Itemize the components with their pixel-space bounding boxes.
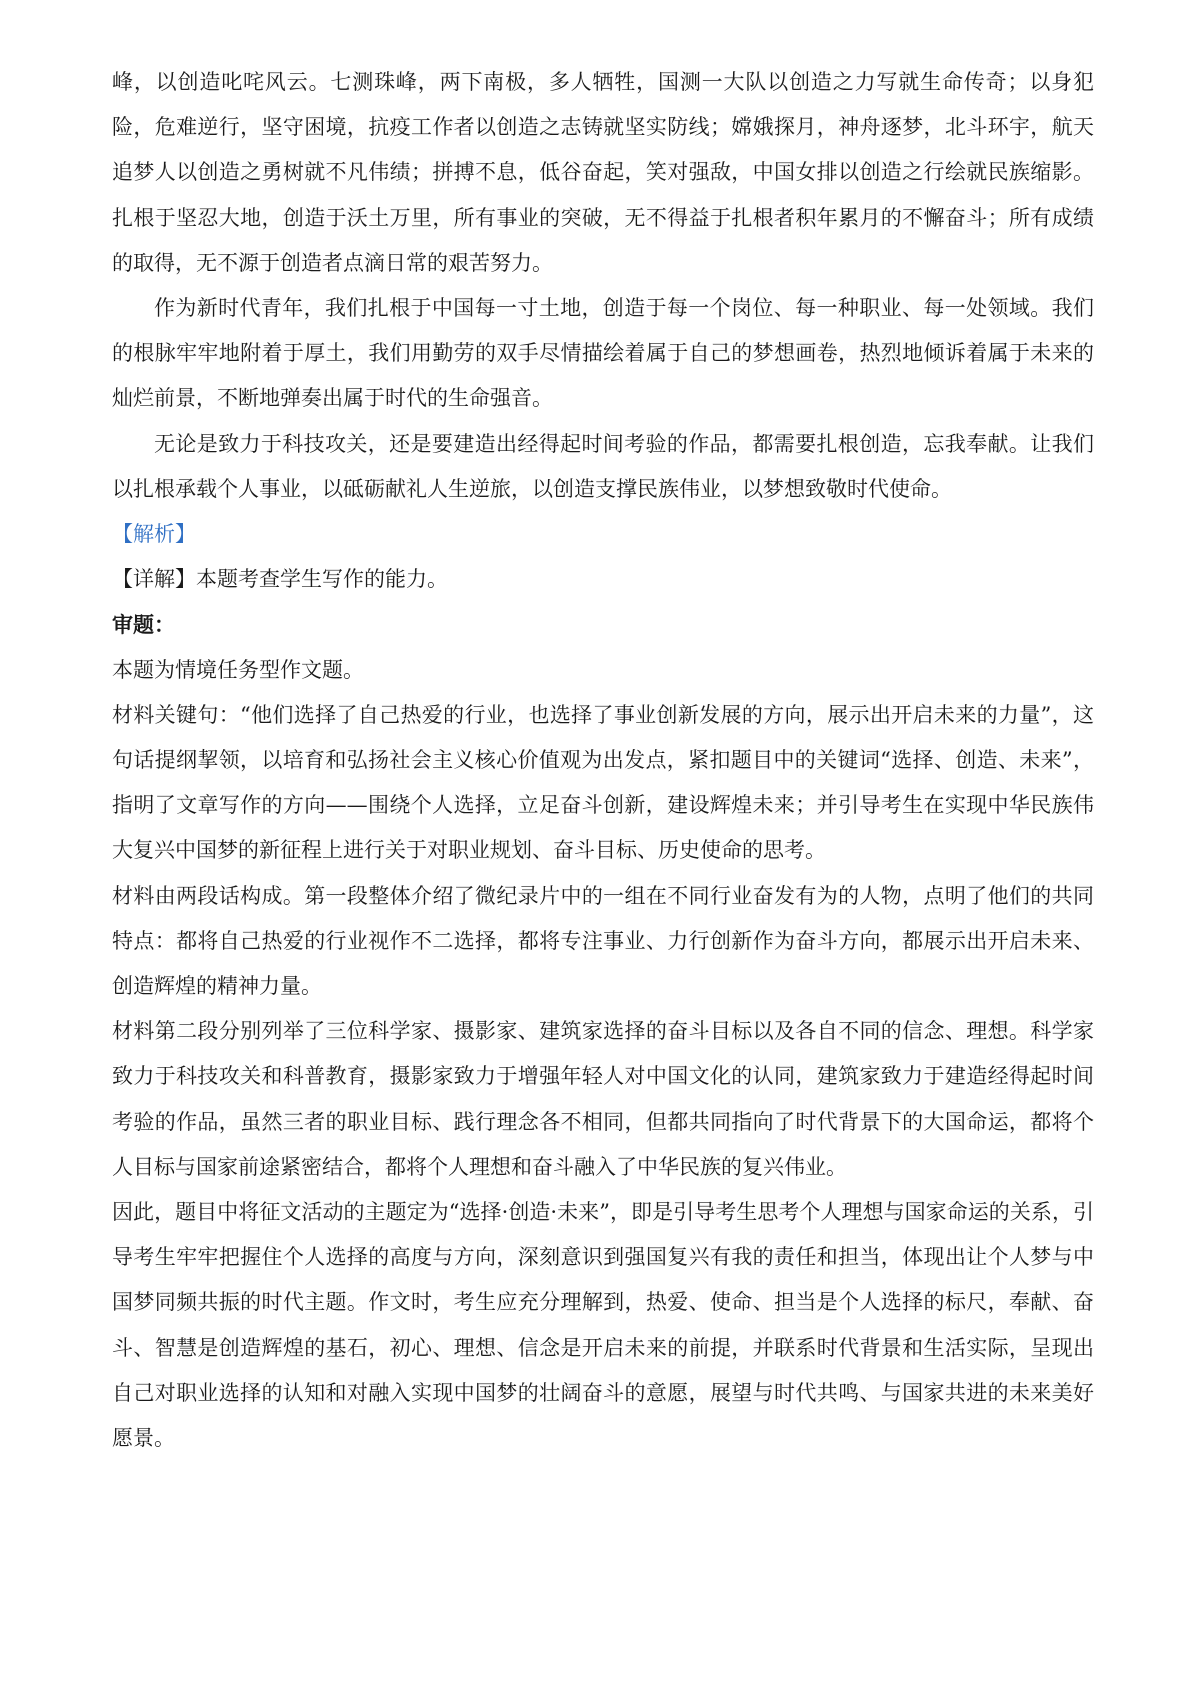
document-page — [112, 60, 1094, 1461]
analysis-line-3: 材料由两段话构成。第一段整体介绍了微纪录片中的一组在不同行业奋发有为的人物，点明了他们的共同特点：都将自己热爱的行业视作不二选择，都将专注事业、力行创新作为奋斗方向，都展示出开启未来、创造辉煌的精神力量。 — [112, 883, 1094, 999]
analysis-line-2: 材料关键句：“他们选择了自己热爱的行业，也选择了事业创新发展的方向，展示出开启未来的力量”，这句话提纲挈领，以培育和弘扬社会主义核心价值观为出发点，紧扣题目中的关键词“选择、创造、未来”，指明了文章写作的方向——围绕个人选择，立足奋斗创新，建设辉煌未来；并引导考生在实现中华民族伟大复兴中国梦的新征程上进行关于对职业规划、奋斗目标、历史使命的思考。 — [112, 702, 1094, 863]
analysis-heading: 【解析】 — [112, 522, 196, 547]
detail-line: 【详解】本题考查学生写作的能力。 — [112, 567, 448, 592]
analysis-line-4: 材料第二段分别列举了三位科学家、摄影家、建筑家选择的奋斗目标以及各自不同的信念、理想。科学家致力于科技攻关和科普教育，摄影家致力于增强年轻人对中国文化的认同，建筑家致力于建造经得起时间考验的作品，虽然三者的职业目标、践行理念各不相同，但都共同指向了时代背景下的大国命运，都将个人目标与国家前途紧密结合，都将个人理想和奋斗融入了中华民族的复兴伟业。 — [112, 1019, 1094, 1179]
essay-paragraph-3: 无论是致力于科技攻关，还是要建造出经得起时间考验的作品，都需要扎根创造，忘我奉献。让我们以扎根承载个人事业，以砥砺献礼人生逆旅，以创造支撑民族伟业，以梦想致敬时代使命。 — [112, 431, 1094, 501]
essay-paragraph-1: 峰，以创造叱咤风云。七测珠峰，两下南极，多人牺牲，国测一大队以创造之力写就生命传奇；以身犯险，危难逆行，坚守困境，抗疫工作者以创造之志铸就坚实防线；嫦娥探月，神舟逐梦，北斗环宇，航天追梦人以创造之勇树就不凡伟绩；拼搏不息，低谷奋起，笑对强敌，中国女排以创造之行绘就民族缩影。扎根于坚忍大地，创造于沃土万里，所有事业的突破，无不得益于扎根者积年累月的不懈奋斗；所有成绩的取得，无不源于创造者点滴日常的艰苦努力。 — [112, 70, 1094, 275]
essay-paragraph-2: 作为新时代青年，我们扎根于中国每一寸土地，创造于每一个岗位、每一种职业、每一处领域。我们的根脉牢牢地附着于厚土，我们用勤劳的双手尽情描绘着属于自己的梦想画卷，热烈地倾诉着属于未来的灿烂前景，不断地弹奏出属于时代的生命强音。 — [112, 296, 1094, 411]
review-heading: 审题： — [112, 612, 175, 638]
analysis-line-5: 因此，题目中将征文活动的主题定为“选择·创造·未来”，即是引导考生思考个人理想与国家命运的关系，引导考生牢牢把握住个人选择的高度与方向，深刻意识到强国复兴有我的责任和担当，体现出让个人梦与中国梦同频共振的时代主题。作文时，考生应充分理解到，热爱、使命、担当是个人选择的标尺，奉献、奋斗、智慧是创造辉煌的基石，初心、理想、信念是开启未来的前提，并联系时代背景和生活实际，呈现出自己对职业选择的认知和对融入实现中国梦的壮阔奋斗的意愿，展望与时代共鸣、与国家共进的未来美好愿景。 — [112, 1200, 1094, 1451]
analysis-line-1: 本题为情境任务型作文题。 — [112, 657, 364, 682]
